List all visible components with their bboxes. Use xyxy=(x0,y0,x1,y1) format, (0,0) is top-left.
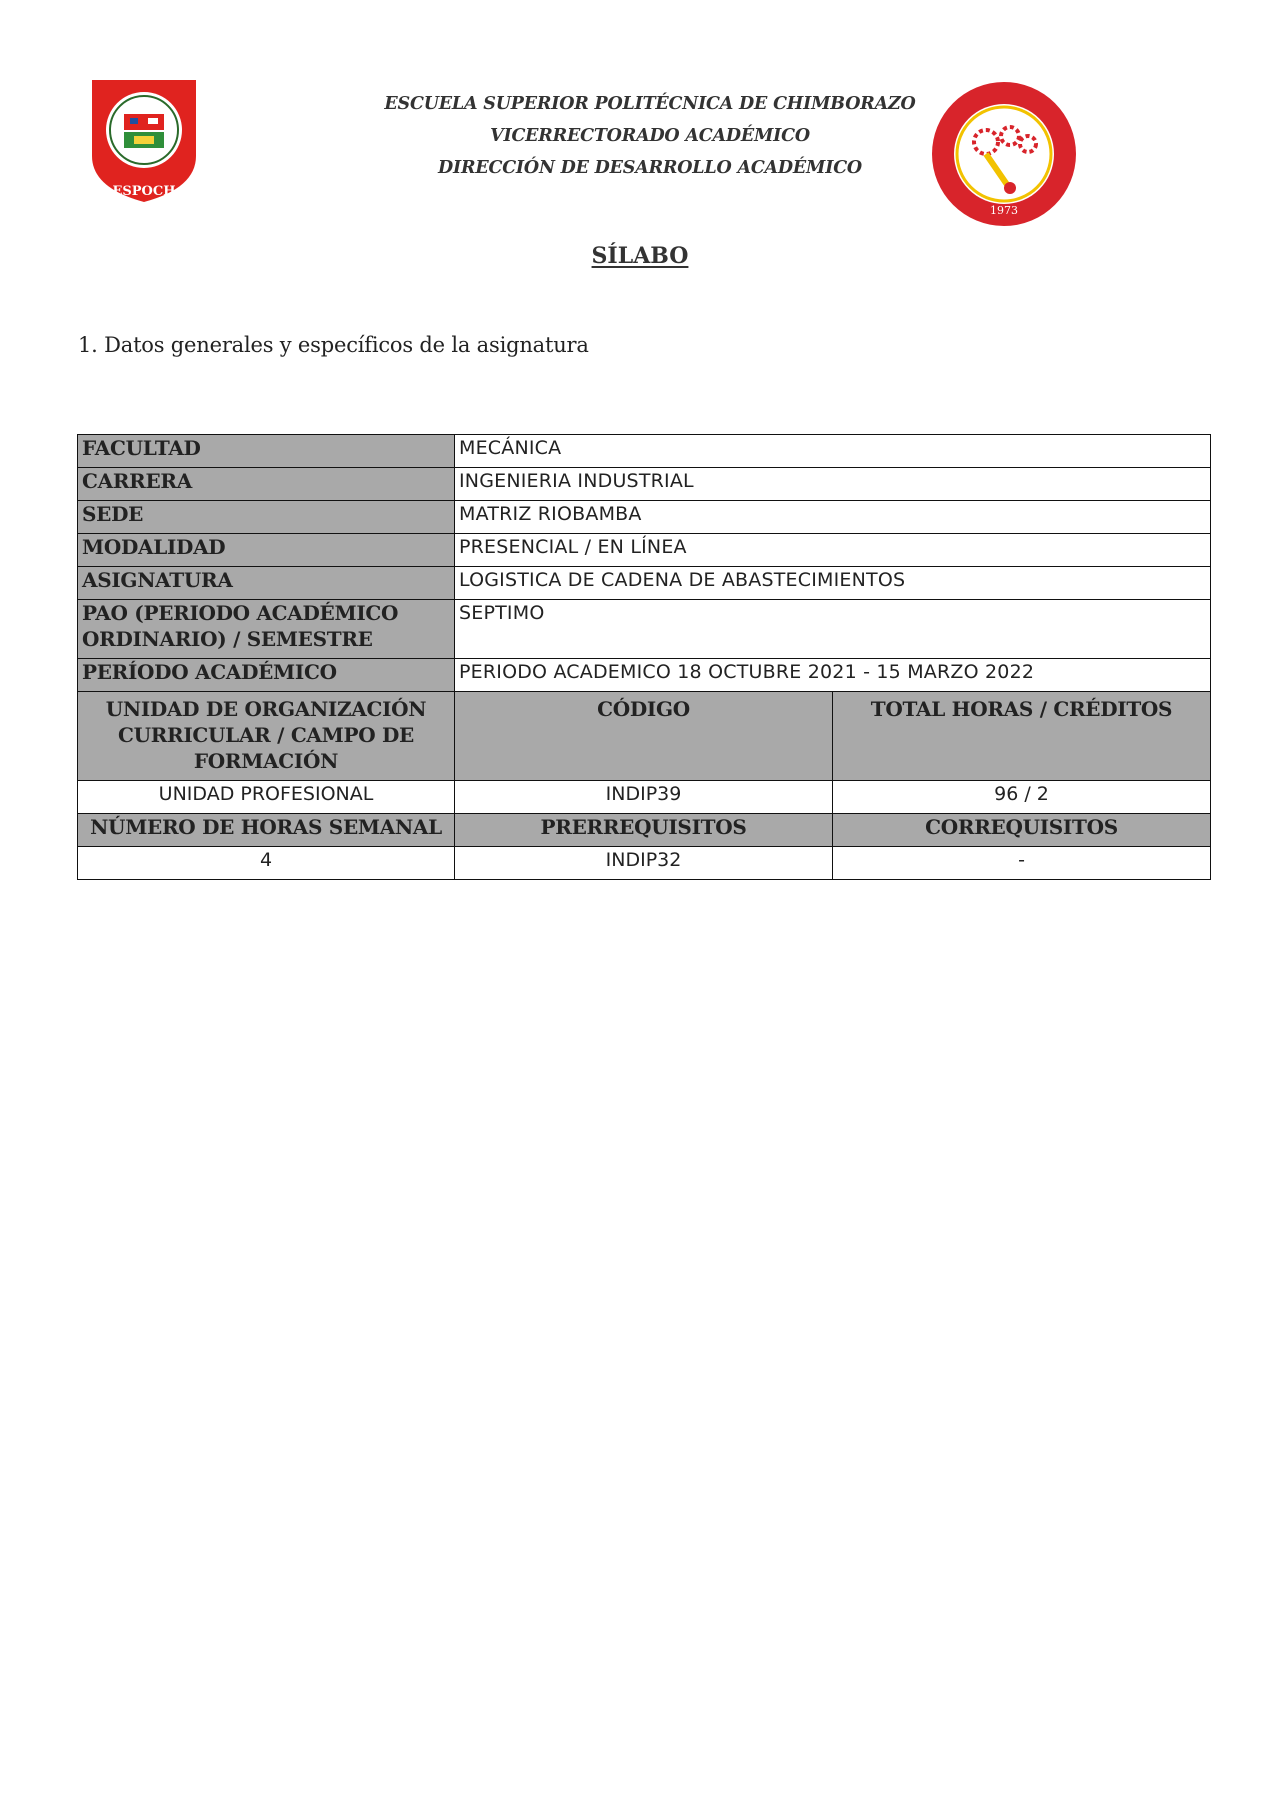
espoch-logo-label: ESPOCH xyxy=(112,184,176,199)
table-row xyxy=(78,501,1211,534)
row-label: SEDE xyxy=(78,501,455,534)
table-row xyxy=(78,435,1211,468)
row-value: PERIODO ACADEMICO 18 OCTUBRE 2021 - 15 MARZO 2022 xyxy=(455,659,1211,692)
row-label: MODALIDAD xyxy=(78,534,455,567)
table-header-row xyxy=(78,814,1211,847)
section-title: 1. Datos generales y específicos de la asignatura xyxy=(78,333,589,357)
espoch-logo xyxy=(90,78,198,204)
table-row xyxy=(78,567,1211,600)
institution-header xyxy=(300,88,1000,184)
table-cell: - xyxy=(833,847,1211,880)
column-header: PRERREQUISITOS xyxy=(455,814,833,847)
row-value: SEPTIMO xyxy=(455,600,1211,659)
row-value: LOGISTICA DE CADENA DE ABASTECIMIENTOS xyxy=(455,567,1211,600)
row-label: FACULTAD xyxy=(78,435,455,468)
table-row xyxy=(78,847,1211,880)
row-value: PRESENCIAL / EN LÍNEA xyxy=(455,534,1211,567)
table-cell: UNIDAD PROFESIONAL xyxy=(78,781,455,814)
general-data-table xyxy=(77,434,1211,880)
table-header-row xyxy=(78,692,1211,781)
direccion: DIRECCIÓN DE DESARROLLO ACADÉMICO xyxy=(438,158,862,178)
table-cell: 4 xyxy=(78,847,455,880)
table-row xyxy=(78,534,1211,567)
document-title: SÍLABO xyxy=(591,243,689,269)
row-label: PAO (PERIODO ACADÉMICO ORDINARIO) / SEMESTRE xyxy=(78,600,455,659)
row-value: MATRIZ RIOBAMBA xyxy=(455,501,1211,534)
table-cell: INDIP32 xyxy=(455,847,833,880)
table-row xyxy=(78,781,1211,814)
column-header: NÚMERO DE HORAS SEMANAL xyxy=(78,814,455,847)
table-row xyxy=(78,468,1211,501)
table-cell: 96 / 2 xyxy=(833,781,1211,814)
table-row xyxy=(78,600,1211,659)
row-label: CARRERA xyxy=(78,468,455,501)
row-label: ASIGNATURA xyxy=(78,567,455,600)
row-value: INGENIERIA INDUSTRIAL xyxy=(455,468,1211,501)
vicerrectorado: VICERRECTORADO ACADÉMICO xyxy=(490,126,810,146)
row-value: MECÁNICA xyxy=(455,435,1211,468)
column-header: UNIDAD DE ORGANIZACIÓN CURRICULAR / CAMPO DE FORMACIÓN xyxy=(78,692,455,781)
row-label: PERÍODO ACADÉMICO xyxy=(78,659,455,692)
column-header: TOTAL HORAS / CRÉDITOS xyxy=(833,692,1211,781)
institution-name: ESCUELA SUPERIOR POLITÉCNICA DE CHIMBORAZO xyxy=(384,94,916,114)
logo-year: 1973 xyxy=(990,204,1018,217)
table-row xyxy=(78,659,1211,692)
table-cell: INDIP39 xyxy=(455,781,833,814)
column-header: CÓDIGO xyxy=(455,692,833,781)
column-header: CORREQUISITOS xyxy=(833,814,1211,847)
